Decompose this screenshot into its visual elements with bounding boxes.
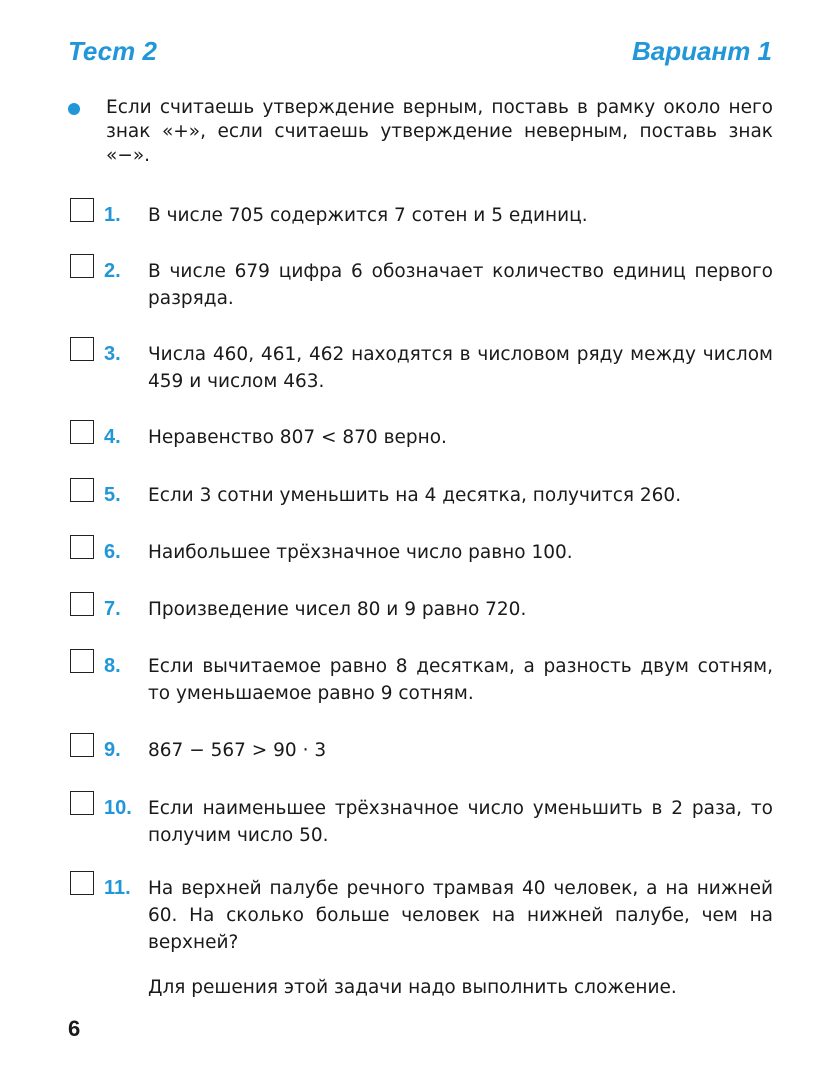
- instructions-text: Если считаешь утверждение верным, поставь в рамку около него знак «+», если считаешь утверждение неверным, поставь знак «−».: [106, 97, 773, 166]
- statement-text: На верхней палубе речного трамвая 40 человек, а на нижней 60. На сколько больше человек на нижней палубе, чем на верхней?: [148, 878, 773, 953]
- answer-checkbox-7[interactable]: [70, 592, 94, 616]
- answer-checkbox-9[interactable]: [70, 733, 94, 757]
- statement-3: [68, 341, 773, 395]
- statement-10: [68, 795, 773, 849]
- statement-number: 6.: [104, 541, 121, 563]
- answer-checkbox-3[interactable]: [70, 337, 94, 361]
- statement-1: [68, 202, 773, 229]
- statement-text: Если 3 сотни уменьшить на 4 десятка, получится 260.: [148, 485, 682, 506]
- test-title: Тест 2: [68, 36, 157, 66]
- statement-text: Если вычитаемое равно 8 десяткам, а разность двум сотням, то уменьшаемое равно 9 сотням.: [148, 656, 773, 704]
- variant-title: Вариант 1: [632, 36, 772, 66]
- statement-5: [68, 482, 773, 509]
- statement-text: Произведение чисел 80 и 9 равно 720.: [148, 599, 527, 620]
- statement-text: Неравенство 807 < 870 верно.: [148, 427, 447, 448]
- answer-checkbox-1[interactable]: [70, 198, 94, 222]
- instructions: [68, 96, 773, 168]
- statement-2: [68, 258, 773, 312]
- statement-text: Наибольшее трёхзначное число равно 100.: [148, 542, 573, 563]
- answer-checkbox-11[interactable]: [70, 871, 94, 895]
- statement-number: 5.: [104, 484, 121, 506]
- statement-text: 867 − 567 > 90 · 3: [148, 740, 327, 761]
- statement-number: 1.: [104, 204, 121, 226]
- statement-4: [68, 424, 773, 451]
- statement-number: 8.: [104, 655, 121, 677]
- answer-checkbox-4[interactable]: [70, 420, 94, 444]
- statement-number: 10.: [104, 797, 132, 819]
- statement-9: [68, 737, 773, 764]
- statement-text: В числе 705 содержится 7 сотен и 5 единиц.: [148, 205, 588, 226]
- statement-text: Числа 460, 461, 462 находятся в числовом ряду между числом 459 и числом 463.: [148, 344, 773, 392]
- statement-7: [68, 596, 773, 623]
- statement-claim: Для решения этой задачи надо выполнить сложение.: [148, 977, 677, 998]
- statement-text: В числе 679 цифра 6 обозначает количество единиц первого разряда.: [148, 261, 773, 309]
- statement-11: [68, 875, 773, 1001]
- statement-number: 2.: [104, 260, 121, 282]
- answer-checkbox-6[interactable]: [70, 535, 94, 559]
- answer-checkbox-10[interactable]: [70, 791, 94, 815]
- statement-number: 11.: [104, 877, 131, 899]
- statement-number: 4.: [104, 426, 121, 448]
- bullet-icon: [68, 103, 80, 115]
- statement-number: 3.: [104, 343, 121, 365]
- answer-checkbox-5[interactable]: [70, 478, 94, 502]
- answer-checkbox-8[interactable]: [70, 649, 94, 673]
- statement-text: Если наименьшее трёхзначное число уменьшить в 2 раза, то получим число 50.: [148, 798, 773, 846]
- statement-number: 9.: [104, 739, 121, 761]
- page-number: 6: [68, 1016, 81, 1041]
- answer-checkbox-2[interactable]: [70, 254, 94, 278]
- statement-6: [68, 539, 773, 566]
- statement-number: 7.: [104, 598, 121, 620]
- statement-8: [68, 653, 773, 707]
